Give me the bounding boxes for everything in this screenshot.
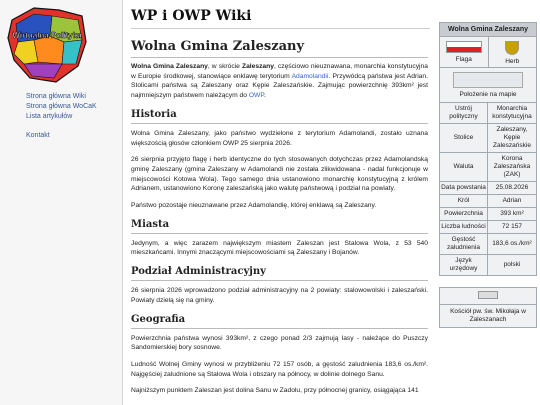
location-map-image[interactable] xyxy=(453,72,523,88)
infobox-title: Wolna Gmina Zaleszany xyxy=(440,23,536,37)
infobox-value: 72 157 xyxy=(502,223,522,230)
infobox-value: 183,6 os./km² xyxy=(492,240,532,247)
geografia-paragraph: Ludność Wolnej Gminy wynosi w przybliżeniu 72 157 osób, a gęstość zaludnienia 183,6 os./km². Najgęściej zaludnione są Stalowa Wola i obszary na północy, w dolinie dolnego Sanu. xyxy=(131,360,428,378)
flag-caption: Flaga xyxy=(455,56,472,63)
nav-link-wiki-home[interactable]: Strona główna Wiki xyxy=(26,93,86,100)
infobox-value: 25.08.2026 xyxy=(495,184,529,191)
church-image[interactable] xyxy=(478,291,498,299)
infobox-row xyxy=(440,255,536,275)
infobox-value: polski xyxy=(503,261,521,268)
infobox-key: Waluta xyxy=(440,153,488,181)
section-heading-podzial: Podział Administracyjny xyxy=(131,265,428,281)
infobox-herb-cell xyxy=(489,37,537,68)
infobox-key: Gęstość zaludnienia xyxy=(440,234,488,254)
nav-spacer xyxy=(26,122,97,131)
infobox-key: Data powstania xyxy=(440,182,488,194)
infobox-row xyxy=(440,182,536,195)
infobox-key: Ustrój polityczny xyxy=(440,103,488,123)
infobox-key: Stolice xyxy=(440,124,488,152)
infobox-key: Król xyxy=(440,195,488,207)
coat-of-arms-image[interactable] xyxy=(505,41,519,55)
intro-text-1: , w skrócie xyxy=(207,63,242,70)
infobox-row xyxy=(440,153,536,182)
infobox-value: Zaleszany, Kępie Zaleszańskie xyxy=(493,126,531,149)
infobox-value: Monarchia konstytucyjna xyxy=(492,105,532,120)
article xyxy=(131,38,428,403)
infobox-value: Adrian xyxy=(502,197,522,204)
infobox-images xyxy=(440,37,536,68)
nav-link-article-list[interactable]: Lista artykułów xyxy=(26,113,73,120)
infobox-row xyxy=(440,195,536,208)
sidebar-nav xyxy=(26,92,97,141)
section-heading-historia: Historia xyxy=(131,108,428,124)
intro-paragraph xyxy=(131,62,428,101)
logo-map-icon xyxy=(4,2,90,86)
infobox-value: 393 km² xyxy=(500,210,524,217)
church-image-area xyxy=(440,291,536,305)
logo-text-line1: Wirtualna Polityka xyxy=(12,31,82,40)
link-adamolandia[interactable]: Adamolandii xyxy=(291,72,329,80)
intro-short: Zaleszany xyxy=(241,63,274,70)
church-caption: Kościół pw. św. Mikołaja w Zaleszanach xyxy=(450,308,526,323)
infobox-row xyxy=(440,124,536,153)
sidebar xyxy=(0,0,122,405)
historia-paragraph: 26 sierpnia przyjęto flagę i herb identyczne do tych stosowanych dotychczas przez Adamolandską gminę Zaleszany (gmina Zaleszany w Adamolandi nie została zlikwidowana - nadal funkcjonuje w miejscowości Kotowa Wola). Tego samego dnia ustanowiono monarchię konstytucyjną z królem Adrianem, ustanowiono Koronę zaleszańską jako walutę państwową i podział na powiaty. xyxy=(131,156,428,193)
site-logo[interactable] xyxy=(4,2,90,86)
infobox-key: Język urzędowy xyxy=(440,255,488,275)
intro-name: Wolna Gmina Zaleszany xyxy=(131,63,208,70)
site-title: WP i OWP Wiki xyxy=(131,8,252,24)
header-divider xyxy=(131,28,430,29)
geografia-paragraph: Powierzchnia państwa wynosi 393km², z czego ponad 2/3 zajmują lasy - należące do Puszczy Sandomierskiej bory sosnowe. xyxy=(131,334,428,352)
section-heading-geografia: Geografia xyxy=(131,313,428,329)
geografia-paragraph: Najniższym punktem Zaleszan jest dolina Sanu w Zadolu, przy północnej granicy, osiągająca 141 xyxy=(131,387,419,395)
infobox-row xyxy=(440,234,536,255)
podzial-paragraph: 26 sierpnia 2026 wprowadzono podział administracyjny na 2 powiaty: stalowowolski i zaleszański. Powiaty dzielą się na gminy. xyxy=(131,287,428,304)
flag-image[interactable] xyxy=(446,41,482,53)
intro-text-2: , częściowo nieuznawana, monarchia konstytucyjna w Europie środkowej, stanowiące enklawę terytorium xyxy=(131,63,428,80)
infobox-key: Liczba ludności xyxy=(440,221,488,233)
nav-link-wocak-home[interactable]: Strona główna WoCaK xyxy=(26,103,97,110)
link-owp[interactable]: OWP xyxy=(248,92,264,100)
infobox-row xyxy=(440,103,536,124)
herb-caption: Herb xyxy=(505,58,520,65)
intro-text-4: . xyxy=(263,92,266,100)
church-image-box xyxy=(439,287,537,328)
infobox-flag-cell xyxy=(440,37,489,68)
map-caption: Położenie na mapie xyxy=(459,91,517,98)
section-heading-miasta: Miasta xyxy=(131,218,428,234)
intro-text-3: . Przywódcą państwa jest Adrian. Stolicami państwa są Zaleszany oraz Kępie Zaleszańskie. Zajmując powierzchnię 393km² jest najmniejszym państwem należącym do xyxy=(131,72,428,100)
nav-link-contact[interactable]: Kontakt xyxy=(26,132,50,139)
infobox-key: Powierzchnia xyxy=(440,208,488,220)
infobox-row xyxy=(440,208,536,221)
infobox-row xyxy=(440,221,536,234)
article-title: Wolna Gmina Zaleszany xyxy=(131,38,428,58)
infobox-map-cell xyxy=(440,68,536,103)
historia-paragraph: Państwo pozostaje nieuznawane przez Adamolandię, której enklawą są Zaleszany. xyxy=(131,202,377,210)
historia-paragraph: Wolna Gmina Zaleszany, jako państwo wydzielone z terytorium Adamolandi, zostało uznana większością głosów członkiem OWP 25 sierpnia 2026. xyxy=(131,129,428,147)
content-area xyxy=(122,0,540,405)
infobox xyxy=(439,22,537,276)
miasta-paragraph: Jedynym, a więc zarazem największym miastem Zaleszan jest Stalowa Wola, z 53 540 mieszkańcami. Innymi znaczącymi miejscowościami są Zaleszany i Bojanów. xyxy=(131,239,428,257)
infobox-value: Korona Zaleszańska (ZAK) xyxy=(493,155,531,178)
